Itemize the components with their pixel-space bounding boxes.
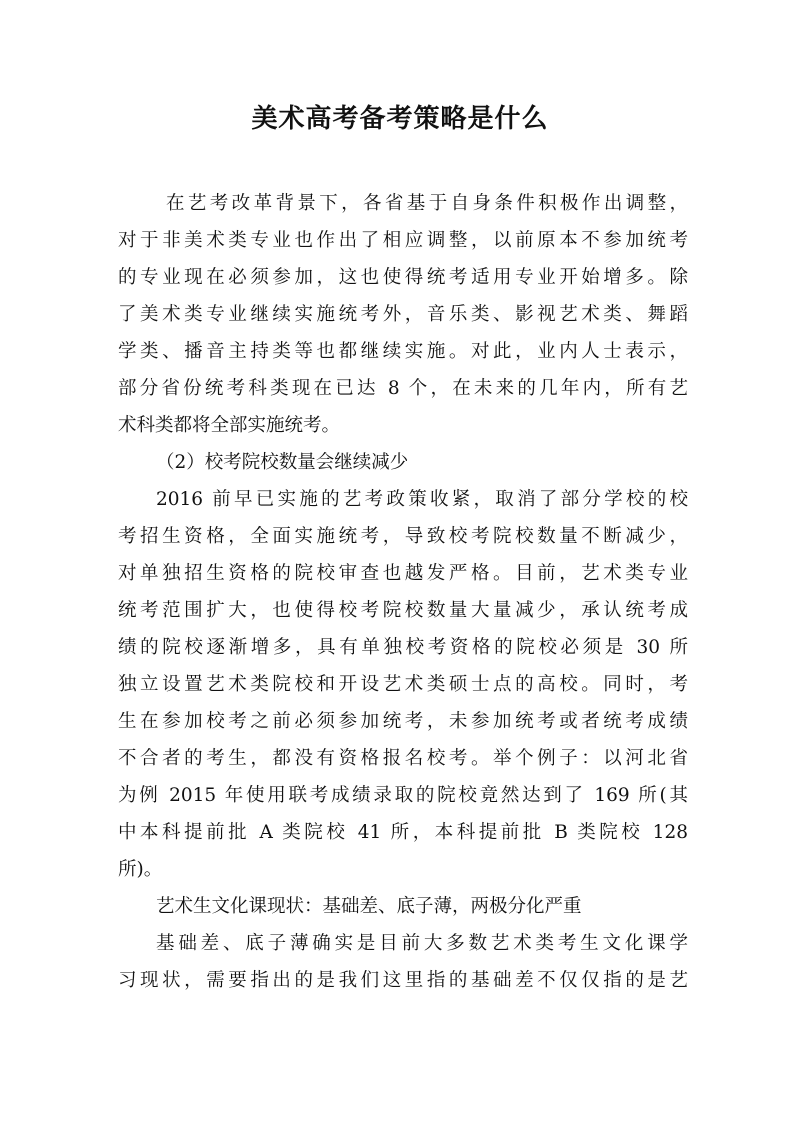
document-body <box>118 185 688 999</box>
paragraph-line: 对于非美术类专业也作出了相应调整，以前原本不参加统考 <box>118 230 688 251</box>
paragraph-line: 的专业现在必须参加，这也使得统考适用专业开始增多。除 <box>118 267 688 288</box>
paragraph-line: 习现状，需要指出的是我们这里指的基础差不仅仅指的是艺 <box>118 970 688 991</box>
paragraph-line: 所)。 <box>118 859 163 880</box>
paragraph-line: 独立设置艺术类院校和开设艺术类硕士点的高校。同时，考 <box>118 674 688 695</box>
paragraph-line: 对单独招生资格的院校审查也越发严格。目前，艺术类专业 <box>118 563 688 584</box>
paragraph-line: 学类、播音主持类等也都继续实施。对此，业内人士表示， <box>118 341 688 362</box>
paragraph-line: 在艺考改革背景下，各省基于自身条件积极作出调整， <box>166 193 688 214</box>
paragraph-line: 部分省份统考科类现在已达 8 个，在未来的几年内，所有艺 <box>118 378 688 399</box>
paragraph-line: 不合者的考生，都没有资格报名校考。举个例子：以河北省 <box>118 748 688 769</box>
paragraph-line: 术科类都将全部实施统考。 <box>118 415 341 436</box>
paragraph-line: 生在参加校考之前必须参加统考，未参加统考或者统考成绩 <box>118 711 688 732</box>
paragraph-line: 了美术类专业继续实施统考外，音乐类、影视艺术类、舞蹈 <box>118 304 688 325</box>
paragraph-line: 绩的院校逐渐增多，具有单独校考资格的院校必须是 30 所 <box>118 637 688 658</box>
paragraph-line: 统考范围扩大，也使得校考院校数量大量减少，承认统考成 <box>118 600 688 621</box>
paragraph-line: 2016 前早已实施的艺考政策收紧，取消了部分学校的校 <box>156 489 688 510</box>
paragraph-line: 基础差、底子薄确实是目前大多数艺术类考生文化课学 <box>156 933 688 954</box>
document-title: 美术高考备考策略是什么 <box>251 104 549 134</box>
paragraph-line: 中本科提前批 A 类院校 41 所，本科提前批 B 类院校 128 <box>118 822 688 843</box>
section-heading: 艺术生文化课现状：基础差、底子薄，两极分化严重 <box>156 896 582 917</box>
paragraph-line: 为例 2015 年使用联考成绩录取的院校竟然达到了 169 所(其 <box>118 785 688 806</box>
section-heading: （2）校考院校数量会继续减少 <box>156 452 409 473</box>
paragraph-line: 考招生资格，全面实施统考，导致校考院校数量不断减少， <box>118 526 688 547</box>
